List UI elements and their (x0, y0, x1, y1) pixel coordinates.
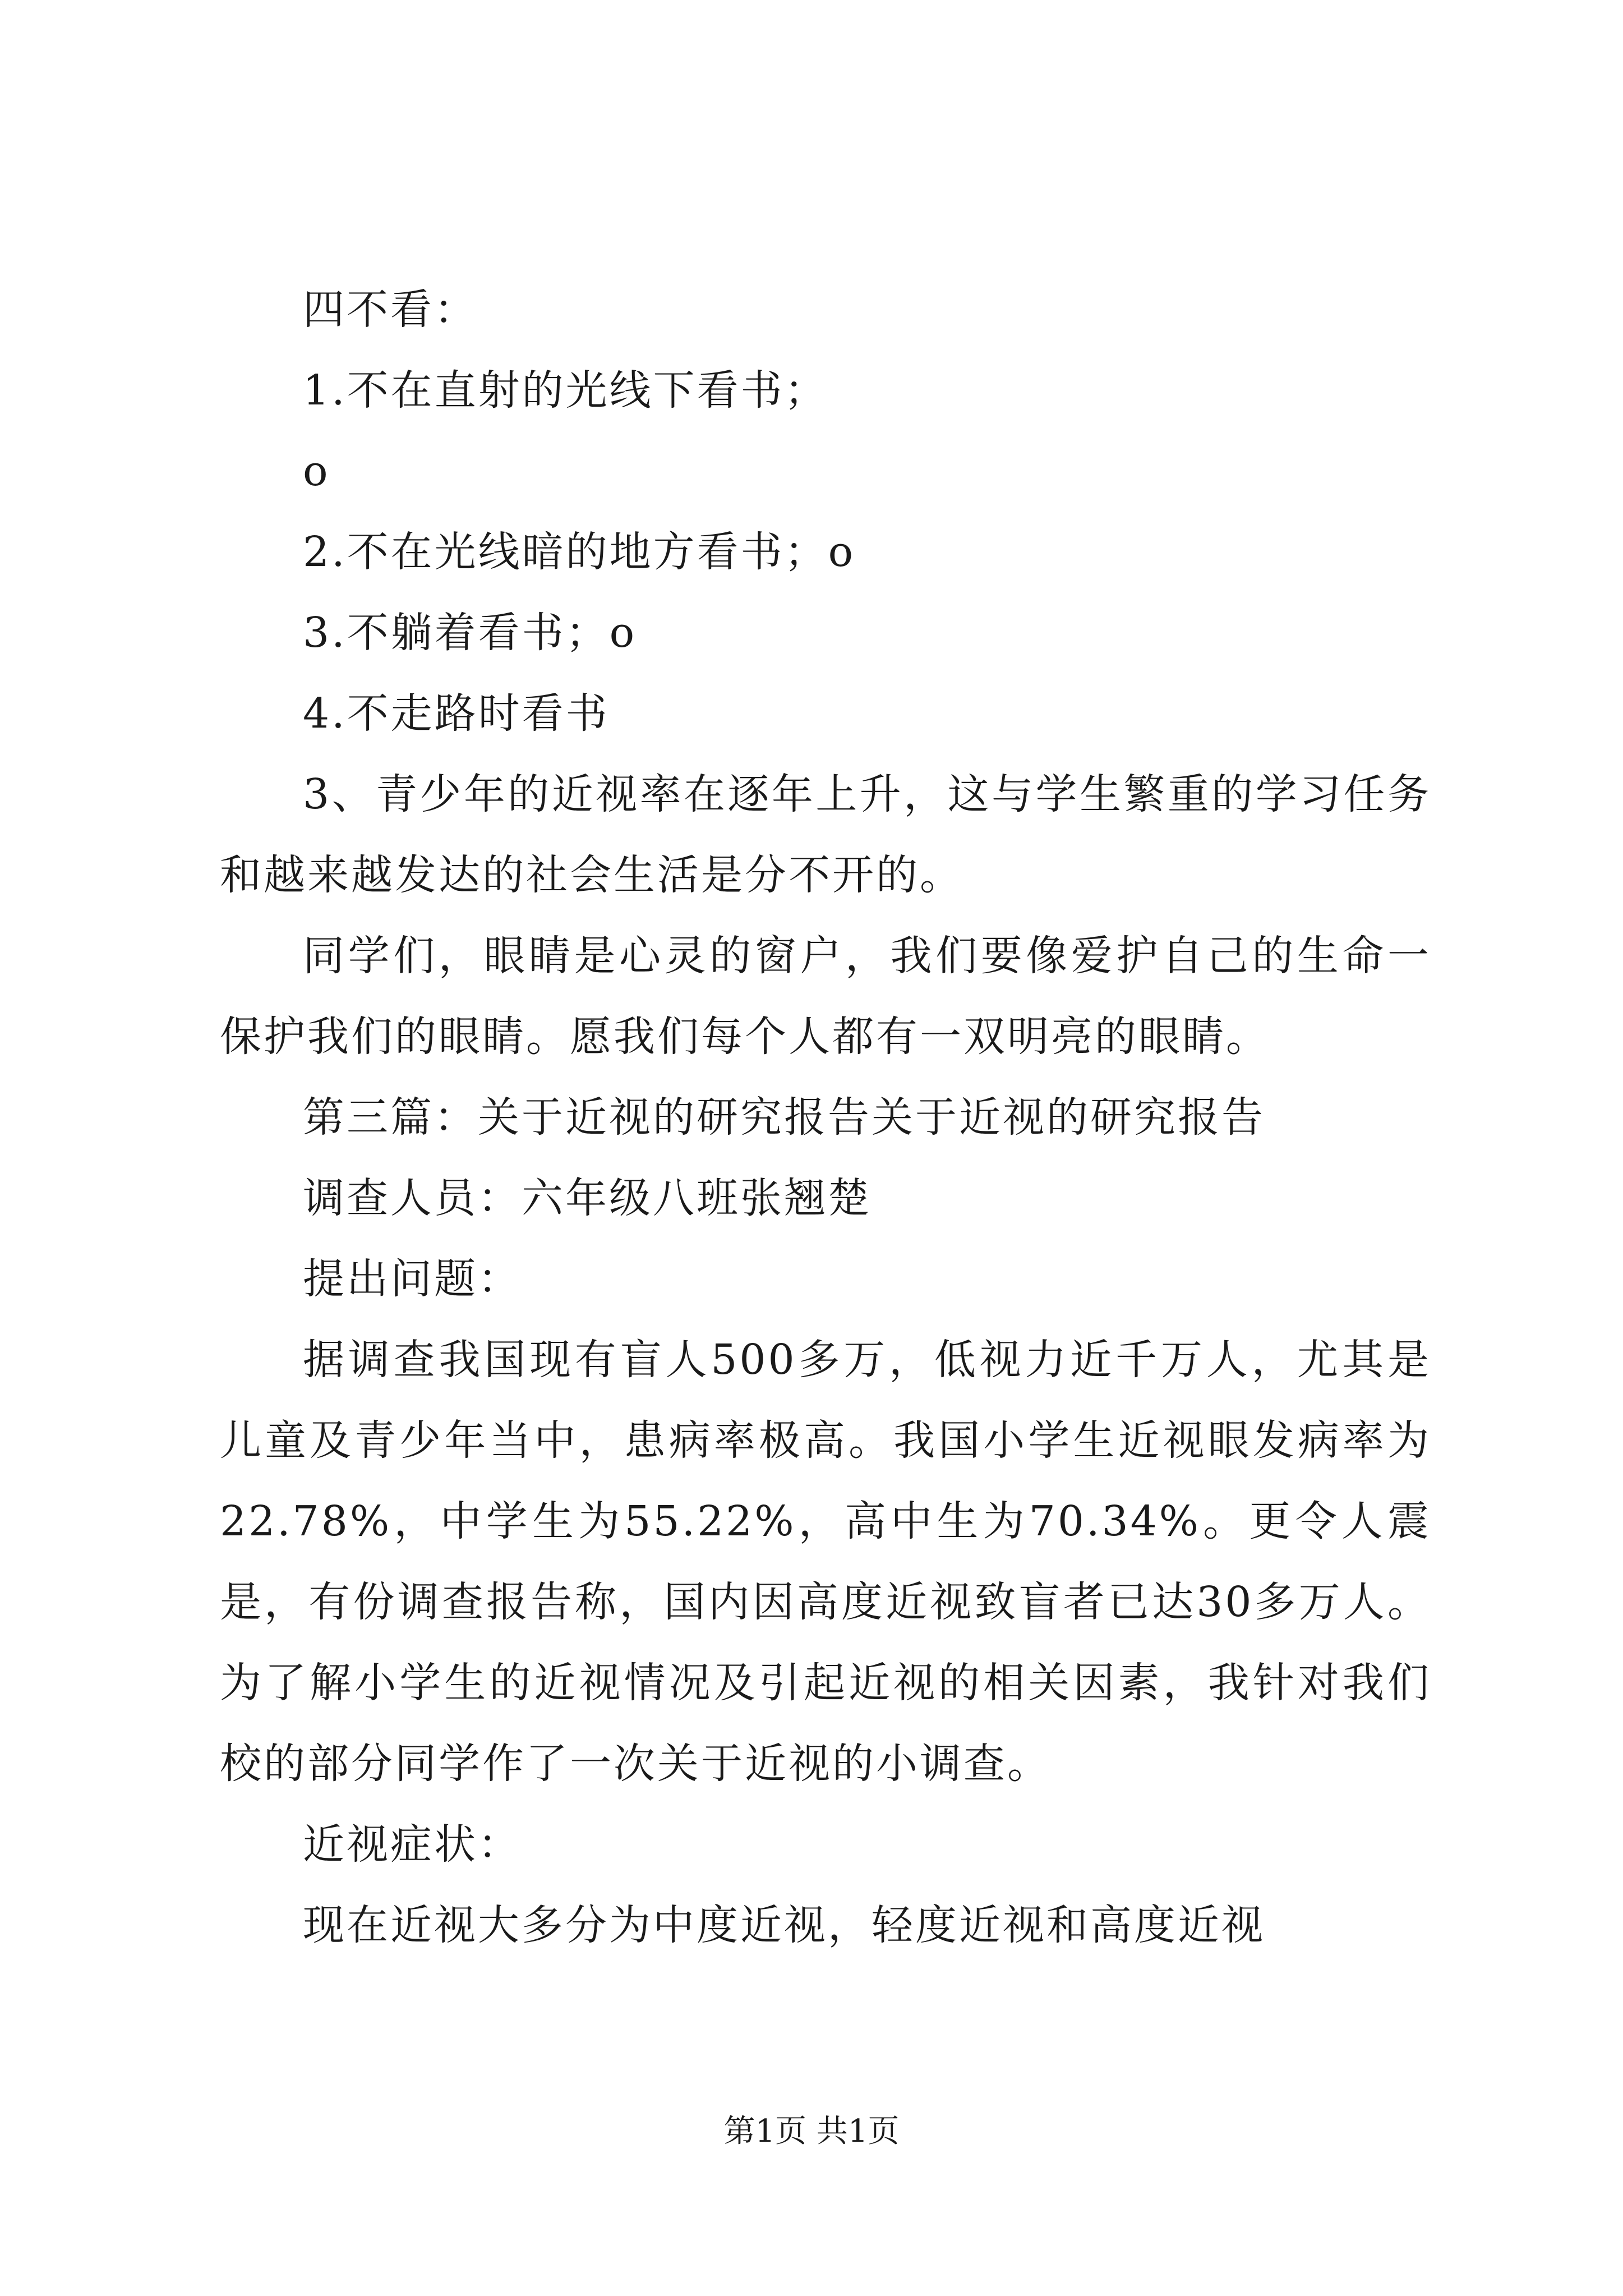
text-line: 现在近视大多分为中度近视，轻度近视和高度近视 (303, 1901, 1265, 1949)
text-line: 4.不走路时看书 (303, 689, 610, 738)
page-footer: 第1页 共1页 (723, 2113, 900, 2150)
text-line: 2.不在光线暗的地方看书；o (303, 528, 856, 576)
text-line: 调查人员：六年级八班张翘楚 (303, 1174, 872, 1222)
text-line: 第三篇：关于近视的研究报告关于近视的研究报告 (303, 1093, 1265, 1142)
text-line: 3、青少年的近视率在逐年上升，这与学生繁重的学习任务 (303, 770, 1431, 818)
text-line: 儿童及青少年当中，患病率极高。我国小学生近视眼发病率为 (220, 1416, 1431, 1465)
text-line: 近视症状： (303, 1820, 522, 1869)
text-line: 3.不躺着看书；o (303, 609, 637, 657)
text-line: 1.不在直射的光线下看书； (303, 366, 828, 415)
text-line: 四不看： (303, 286, 478, 334)
text-line: 为了解小学生的近视情况及引起近视的相关因素，我针对我们 (220, 1659, 1431, 1707)
text-line: 据调查我国现有盲人500多万，低视力近千万人，尤其是 (303, 1336, 1431, 1384)
text-line: 22.78%，中学生为55.22%，高中生为70.34%。更令人震 (220, 1497, 1431, 1545)
text-line: 提出问题： (303, 1255, 522, 1303)
text-line: 和越来越发达的社会生活是分不开的。 (220, 851, 963, 899)
text-line: 校的部分同学作了一次关于近视的小调查。 (220, 1740, 1051, 1788)
text-line: 同学们，眼睛是心灵的窗户，我们要像爱护自己的生命一 (303, 932, 1431, 980)
text-line: 保护我们的眼睛。愿我们每个人都有一双明亮的眼睛。 (220, 1013, 1270, 1061)
text-line: o (303, 447, 330, 495)
text-line: 是，有份调查报告称，国内因高度近视致盲者已达30多万人。 (220, 1578, 1431, 1626)
document-body (220, 269, 1431, 1966)
